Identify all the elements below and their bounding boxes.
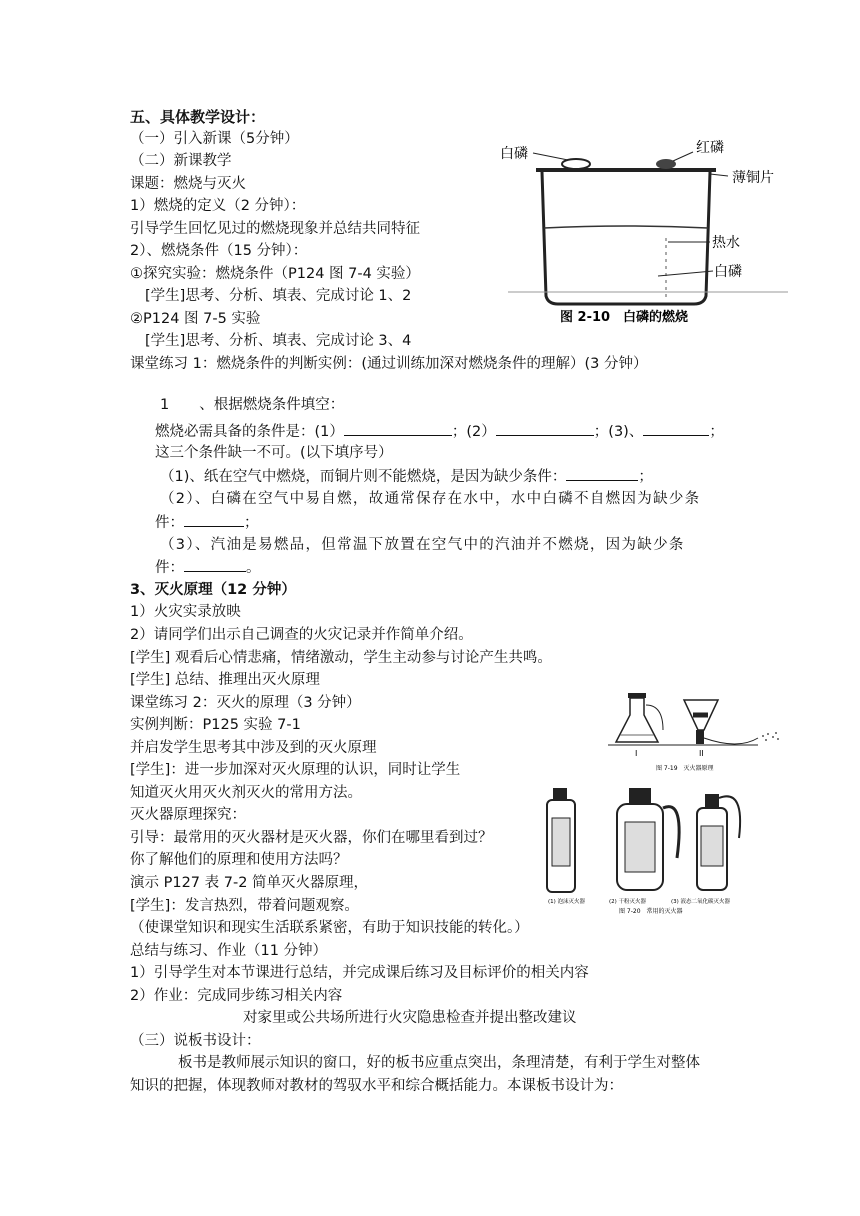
figure-common-extinguishers — [545, 778, 755, 918]
text-line: 灭火器原理探究： — [130, 807, 246, 823]
text-line: 1）引导学生对本节课进行总结，并完成课后练习及目标评价的相关内容 — [130, 965, 589, 981]
text-line: 1）燃烧的定义（2 分钟）： — [130, 198, 306, 214]
fill-blank-line: 件： ； — [155, 512, 259, 533]
answer-blank[interactable] — [184, 512, 244, 527]
figure-caption: 图 7-20 常用的灭火器 — [619, 908, 683, 915]
text-line: 课堂练习 1：燃烧条件的判断实例：(通过训练加深对燃烧条件的理解）(3 分钟） — [130, 356, 648, 372]
text-line: 对家里或公共场所进行火灾隐患检查并提出整改建议 — [243, 1010, 577, 1026]
fill-blank-line: （1)、纸在空气中燃烧，而铜片则不能燃烧，是因为缺少条件： ； — [160, 466, 653, 487]
label-foam-extinguisher: (1) 泡沫灭火器 — [548, 899, 586, 905]
text-line: 这三个条件缺一不可。(以下填序号） — [155, 445, 393, 461]
text-line: [学生]思考、分析、填表、完成讨论 3、4 — [145, 333, 412, 349]
label-white-phosphorus: 白磷 — [500, 146, 528, 162]
text-line: 1）火灾实录放映 — [130, 604, 241, 620]
text-line: 实例判断：P125 实验 7-1 — [130, 717, 301, 733]
text-line: 总结与练习、作业（11 分钟） — [130, 943, 328, 959]
text-line: [学生]：发言热烈，带着问题观察。 — [130, 898, 359, 914]
text-line: 知识的把握，体现教师对教材的驾驭水平和综合概括能力。本课板书设计为： — [130, 1078, 623, 1094]
figure-phosphorus-combustion — [498, 128, 798, 328]
text-line: （一）引入新课（5分钟） — [130, 131, 299, 147]
text-line: 引导学生回忆见过的燃烧现象并总结共同特征 — [130, 221, 420, 237]
answer-blank[interactable] — [344, 421, 452, 436]
answer-blank[interactable] — [566, 466, 638, 481]
text-line: 板书是教师展示知识的窗口，好的板书应重点突出，条理清楚，有利于学生对整体 — [178, 1055, 700, 1071]
answer-blank[interactable] — [496, 421, 594, 436]
text-line: 你了解他们的原理和使用方法吗？ — [130, 852, 348, 868]
exercise-heading: 1 、根据燃烧条件填空： — [160, 397, 345, 413]
text-line: （3）、汽油是易燃品，但常温下放置在空气中的汽油并不燃烧，因为缺少条 — [160, 537, 685, 553]
figure-extinguisher-principle — [608, 690, 788, 775]
text-line: [学生] 总结、推理出灭火原理 — [130, 672, 320, 688]
text-line: 并启发学生思考其中涉及到的灭火原理 — [130, 740, 377, 756]
text-line: （2）、白磷在空气中易自燃，故通常保存在水中，水中白磷不自燃因为缺少条 — [160, 491, 701, 507]
fill-blank-line: 件： 。 — [155, 557, 261, 578]
text-line: 课堂练习 2：灭火的原理（3 分钟） — [130, 695, 361, 711]
text-line: 课题：燃烧与灭火 — [130, 176, 246, 192]
figure-caption: 图 2-10 白磷的燃烧 — [560, 310, 689, 325]
text-line: 知道灭火用灭火剂灭火的常用方法。 — [130, 785, 362, 801]
text-line: 2）作业：完成同步练习相关内容 — [130, 988, 343, 1004]
label-hot-water: 热水 — [712, 235, 740, 251]
label-setup-i: I — [635, 749, 638, 758]
label-setup-ii: II — [699, 749, 704, 758]
label-red-phosphorus: 红磷 — [696, 140, 724, 156]
label-co2-extinguisher: (3) 液态二氧化碳灭火器 — [671, 899, 731, 905]
fill-blank-line: 燃烧必需具备的条件是：(1） ；(2） ；(3)、 ； — [155, 421, 724, 442]
text-line: （三）说板书设计： — [130, 1033, 261, 1049]
text-line: ①探究实验：燃烧条件（P124 图 7-4 实验） — [130, 266, 420, 282]
section-heading: 五、具体教学设计： — [130, 108, 266, 126]
figure-caption: 图 7-19 灭火器原理 — [656, 765, 714, 772]
text-line: [学生] 观看后心情悲痛，情绪激动，学生主动参与讨论产生共鸣。 — [130, 650, 552, 666]
text-line: 引导：最常用的灭火器材是灭火器，你们在哪里看到过？ — [130, 830, 493, 846]
text-line: [学生]思考、分析、填表、完成讨论 1、2 — [145, 288, 412, 304]
text-line: [学生]：进一步加深对灭火原理的认识，同时让学生 — [130, 762, 461, 778]
text-line: 演示 P127 表 7-2 简单灭火器原理， — [130, 875, 369, 891]
text-line: （使课堂知识和现实生活联系紧密，有助于知识技能的转化。） — [130, 920, 529, 936]
label-white-phosphorus-2: 白磷 — [714, 264, 742, 280]
text-line: （二）新课教学 — [130, 153, 232, 169]
label-copper-sheet: 薄铜片 — [732, 170, 774, 186]
text-line: 2）、燃烧条件（15 分钟）： — [130, 243, 308, 259]
label-powder-extinguisher: (2) 干粉灭火器 — [609, 899, 647, 905]
text-line: 2）请同学们出示自己调查的火灾记录并作简单介绍。 — [130, 627, 473, 643]
text-line: 3、灭火原理（12 分钟） — [130, 582, 296, 598]
text-line: ②P124 图 7-5 实验 — [130, 311, 261, 327]
answer-blank[interactable] — [184, 557, 246, 572]
answer-blank[interactable] — [643, 421, 709, 436]
